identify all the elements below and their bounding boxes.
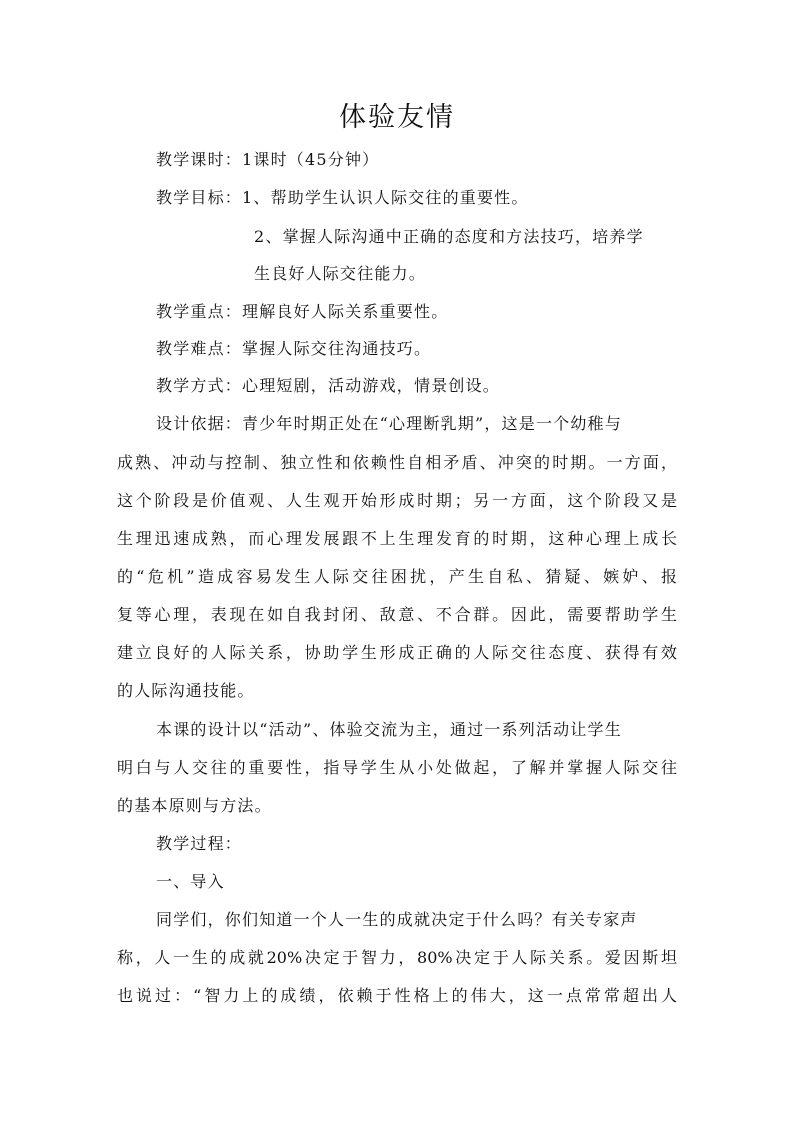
design-basis-line-6: 复等心理，表现在如自我封闭、敌意、不合群。因此，需要帮助学生 <box>117 605 677 624</box>
teaching-process-heading: 教学过程： <box>156 834 243 853</box>
teaching-difficulty-line: 教学难点：掌握人际交往沟通技巧。 <box>156 339 432 358</box>
design-basis-line-1: 设计依据：青少年时期正处在“心理断乳期”，这是一个幼稚与 <box>156 414 622 433</box>
teaching-goal-line-2: 2、掌握人际沟通中正确的态度和方法技巧，培养学 <box>254 227 644 246</box>
design-basis-line-7: 建立良好的人际关系，协助学生形成正确的人际交往态度、获得有效 <box>117 643 677 662</box>
intro-paragraph-line-3: 也说过：“智力上的成绩，依赖于性格上的伟大，这一点常常超出人 <box>117 986 677 1005</box>
intro-paragraph-line-2: 称，人一生的成就20%决定于智力，80%决定于人际关系。爱因斯坦 <box>117 948 677 967</box>
design-basis-line-2: 成熟、冲动与控制、独立性和依赖性自相矛盾、冲突的时期。一方面， <box>117 453 677 472</box>
course-design-line-1: 本课的设计以“活动”、体验交流为主，通过一系列活动让学生 <box>156 720 622 739</box>
course-design-line-2: 明白与人交往的重要性，指导学生从小处做起，了解并掌握人际交往 <box>117 758 677 777</box>
document-title: 体验友情 <box>339 102 455 133</box>
teaching-goal-line-1: 教学目标：1、帮助学生认识人际交往的重要性。 <box>156 188 529 207</box>
design-basis-line-4: 生理迅速成熟，而心理发展跟不上生理发育的时期，这种心理上成长 <box>117 529 677 548</box>
design-basis-line-5: 的“危机”造成容易发生人际交往困扰，产生自私、猜疑、嫉妒、报 <box>117 567 677 586</box>
lesson-duration-line: 教学课时：1课时（45分钟） <box>156 150 380 169</box>
intro-paragraph-line-1: 同学们，你们知道一个人一生的成就决定于什么吗？有关专家声 <box>156 910 638 929</box>
section-intro-heading: 一、导入 <box>156 872 225 891</box>
teaching-focus-line: 教学重点：理解良好人际关系重要性。 <box>156 302 449 321</box>
teaching-goal-line-3: 生良好人际交往能力。 <box>254 264 427 283</box>
design-basis-line-3: 这个阶段是价值观、人生观开始形成时期；另一方面，这个阶段又是 <box>117 491 677 510</box>
design-basis-line-8: 的人际沟通技能。 <box>117 681 255 700</box>
course-design-line-3: 的基本原则与方法。 <box>117 796 272 815</box>
teaching-method-line: 教学方式：心理短剧，活动游戏，情景创设。 <box>156 376 501 395</box>
